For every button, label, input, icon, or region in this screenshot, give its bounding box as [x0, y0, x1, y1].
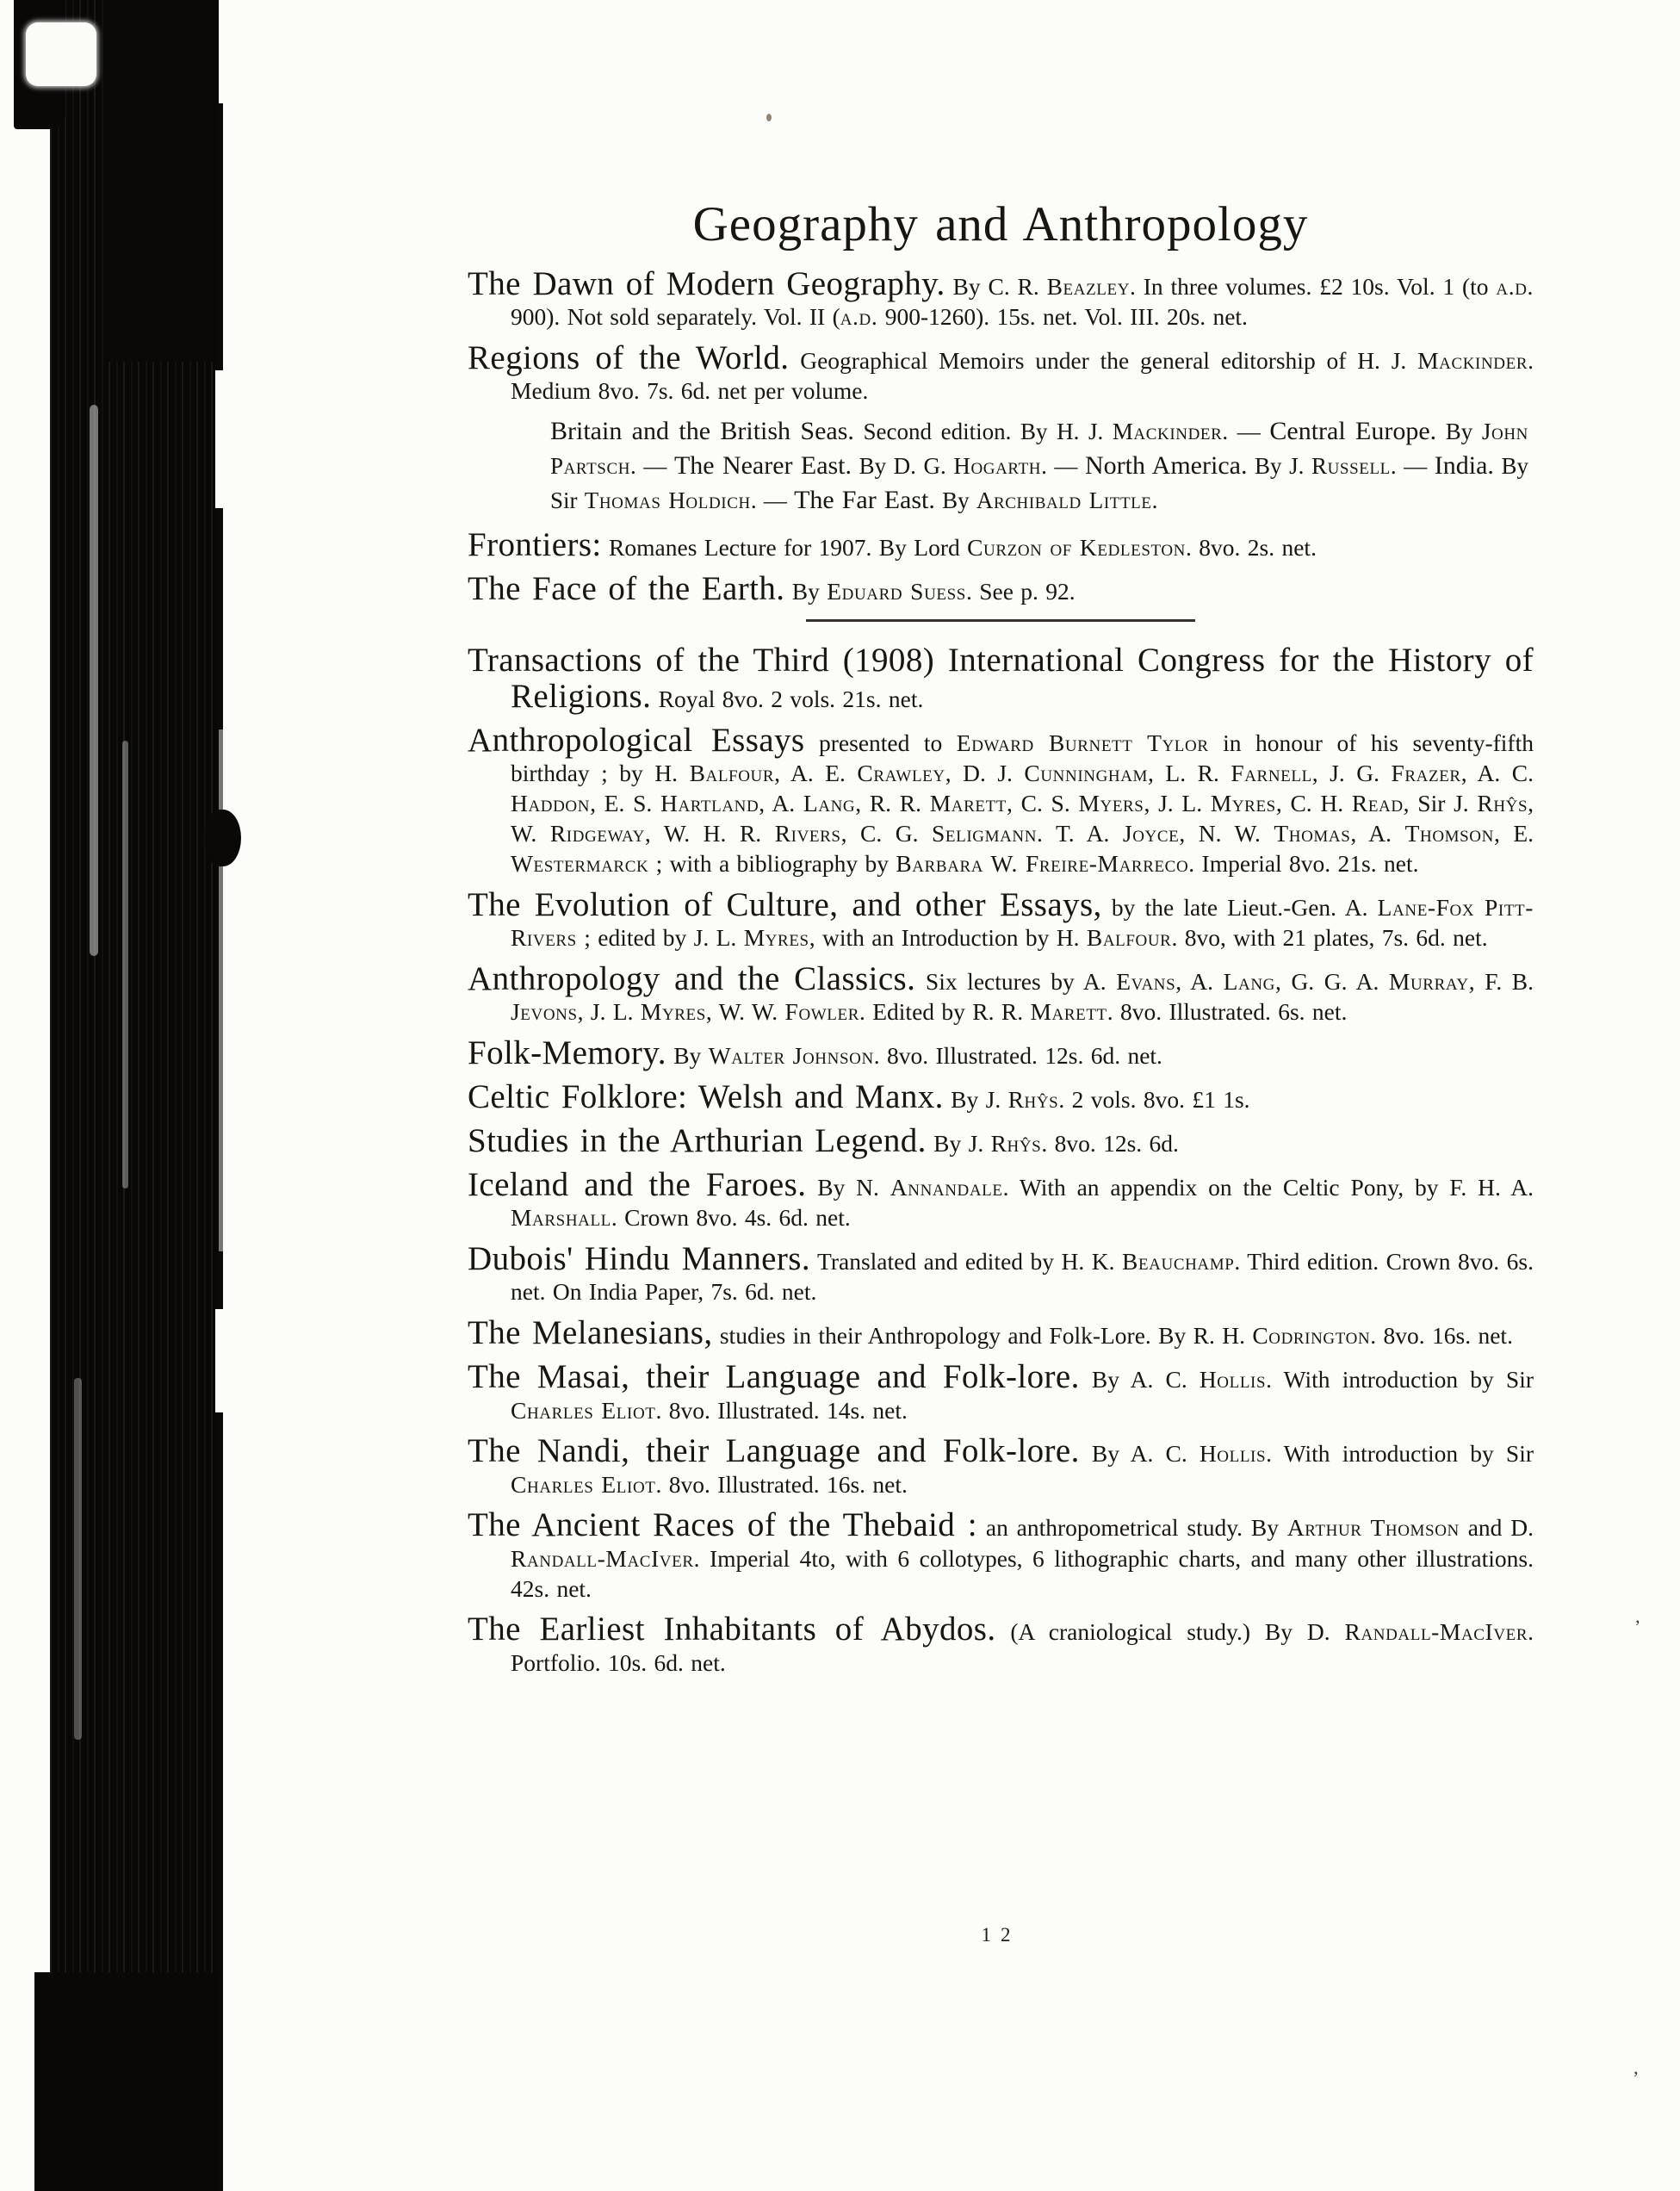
entry-details: Romanes Lecture for 1907. By Lord Curzon of Kedleston. 8vo. 2s. net. — [601, 533, 1317, 561]
scan-streak — [90, 405, 98, 956]
entry-details: Six lectures by A. Evans, A. Lang, G. G. A. Murray, F. B. Jevons, J. L. Myres, W. W. Fowler. Edited by R. R. Marett. 8vo. Illustrated. 6s. net. — [511, 967, 1534, 1025]
entry-title: Folk-Memory. — [468, 1033, 666, 1071]
entry-title: Studies in the Arthurian Legend. — [468, 1122, 927, 1160]
entry-the-nandi — [468, 1433, 1534, 1499]
entry-arthurian-legend — [468, 1123, 1534, 1159]
entry-title: The Melanesians, — [468, 1314, 713, 1352]
entry-dawn-of-modern-geography — [468, 266, 1534, 332]
entry-title: Celtic Folklore: Welsh and Manx. — [468, 1078, 944, 1116]
entry-title: Iceland and the Faroes. — [468, 1166, 807, 1204]
entry-transactions-congress — [468, 642, 1534, 715]
scan-artifact — [766, 114, 772, 121]
page-title: Geography and Anthropology — [692, 197, 1309, 251]
gutter-gap — [215, 370, 226, 508]
entry-title: Transactions of the Third (1908) International Congress for the History of Religions. — [468, 641, 1534, 715]
entry-title: The Ancient Races of the Thebaid : — [468, 1506, 978, 1544]
gutter-gap — [215, 1309, 226, 1412]
entry-title: Dubois' Hindu Manners. — [468, 1240, 810, 1278]
entry-details: By Walter Johnson. 8vo. Illustrated. 12s. 6d. net. — [666, 1041, 1162, 1069]
entry-details: By J. Rhŷs. 8vo. 12s. 6d. — [926, 1130, 1179, 1158]
entry-details: By A. C. Hollis. With introduction by Sir Charles Eliot. 8vo. Illustrated. 16s. net. — [511, 1440, 1534, 1498]
scan-streak — [122, 741, 128, 1189]
entry-details: presented to Edward Burnett Tylor in honour of his seventy-fifth birthday ; by H. Balfour, A. E. Crawley, D. J. Cunningham, L. R. Farnell, J. G. Frazer, A. C. Haddon, E. S. Hartland, A. Lang, R. R. Marett, C. S. Myers, J. L. Myres, C. H. Read, Sir J. Rhŷs, W. Ridgeway, W. H. R. Rivers, C. G. Seligmann. T. A. Joyce, N. W. Thomas, A. Thomson, E. Westermarck ; with a bibliography by Barbara W. Freire-Marreco. Imperial 8vo. 21s. net. — [511, 729, 1534, 877]
entry-title: The Dawn of Modern Geography. — [468, 265, 945, 302]
entry-earliest-inhabitants-of-abydos — [468, 1611, 1534, 1678]
entry-regions-of-the-world — [468, 340, 1534, 407]
entry-details: by the late Lieut.-Gen. A. Lane-Fox Pitt-Rivers ; edited by J. L. Myres, with an Introduction by H. Balfour. 8vo, with 21 plates, 7s. 6d. net. — [511, 893, 1534, 951]
scanned-binding-blot — [205, 810, 241, 866]
entry-details: By N. Annandale. With an appendix on the Celtic Pony, by F. H. A. Marshall. Crown 8vo. 4s. 6d. net. — [511, 1174, 1534, 1232]
scanned-binding-blot-top — [103, 0, 219, 362]
entry-details: (A craniological study.) By D. Randall-MacIver. Portfolio. 10s. 6d. net. — [511, 1618, 1534, 1676]
entry-dubois-hindu-manners — [468, 1241, 1534, 1307]
entry-anthropological-essays — [468, 723, 1534, 879]
entry-title: The Masai, their Language and Folk-lore. — [468, 1358, 1080, 1396]
entry-evolution-of-culture — [468, 887, 1534, 953]
entry-anthropology-and-the-classics — [468, 961, 1534, 1027]
entry-details: By Eduard Suess. See p. 92. — [784, 577, 1076, 605]
entry-details: By C. R. Beazley. In three volumes. £2 10s. Vol. 1 (to a.d. 900). Not sold separately. Vol. II (a.d. 900-1260). 15s. net. Vol. III. 20s. net. — [511, 273, 1534, 331]
entry-title: Frontiers: — [468, 525, 602, 563]
entry-details: Royal 8vo. 2 vols. 21s. net. — [651, 685, 924, 712]
entry-title: The Earliest Inhabitants of Abydos. — [468, 1611, 996, 1648]
section-divider — [806, 619, 1195, 622]
entry-title: Anthropological Essays — [468, 722, 805, 760]
entry-details: Geographical Memoirs under the general editorship of H. J. Mackinder. Medium 8vo. 7s. 6d. net per volume. — [511, 347, 1534, 405]
entry-details: an anthropometrical study. By Arthur Thomson and D. Randall-MacIver. Imperial 4to, with 6 collotypes, 6 lithographic charts, and many other illustrations. 42s. net. — [511, 1514, 1534, 1602]
entry-face-of-the-earth — [468, 571, 1534, 607]
entry-the-melanesians — [468, 1315, 1534, 1351]
entry-celtic-folklore — [468, 1079, 1534, 1115]
entry-iceland-and-the-faroes — [468, 1167, 1534, 1233]
entry-folk-memory — [468, 1035, 1534, 1071]
entry-details: By A. C. Hollis. With introduction by Sir Charles Eliot. 8vo. Illustrated. 14s. net. — [511, 1366, 1534, 1424]
scan-streak — [74, 1378, 82, 1740]
entry-the-masai — [468, 1359, 1534, 1425]
entry-frontiers — [468, 527, 1534, 563]
catalog-page — [468, 196, 1534, 1685]
entry-details: Translated and edited by H. K. Beauchamp. Third edition. Crown 8vo. 6s. net. On India Paper, 7s. 6d. net. — [511, 1248, 1534, 1306]
scan-artifact: ’ — [1634, 1616, 1641, 1637]
entry-title: The Evolution of Culture, and other Essays, — [468, 885, 1102, 923]
page-corner-highlight — [26, 22, 96, 86]
entry-title: The Nandi, their Language and Folk-lore. — [468, 1432, 1080, 1470]
entry-details: studies in their Anthropology and Folk-Lore. By R. H. Codrington. 8vo. 16s. net. — [712, 1322, 1513, 1350]
entry-title: Anthropology and the Classics. — [468, 959, 916, 997]
entry-details: By J. Rhŷs. 2 vols. 8vo. £1 1s. — [943, 1086, 1250, 1114]
entry-title: Regions of the World. — [468, 339, 790, 377]
entry-title: The Face of the Earth. — [468, 569, 785, 607]
regions-series-list: Britain and the British Seas. Second edition. By H. J. Mackinder. — Central Europe. By John Partsch. — The Nearer East. By D. G. Hogarth. — North America. By J. Russell. — India. By Sir Thomas Holdich. — The Far East. By Archibald Little. — [550, 417, 1529, 515]
entry-ancient-races-of-the-thebaid — [468, 1507, 1534, 1604]
page-number: 12 — [981, 1924, 1020, 1946]
scanned-binding-blot-bottom — [34, 1972, 219, 2191]
scan-artifact: ’ — [1633, 2067, 1640, 2089]
